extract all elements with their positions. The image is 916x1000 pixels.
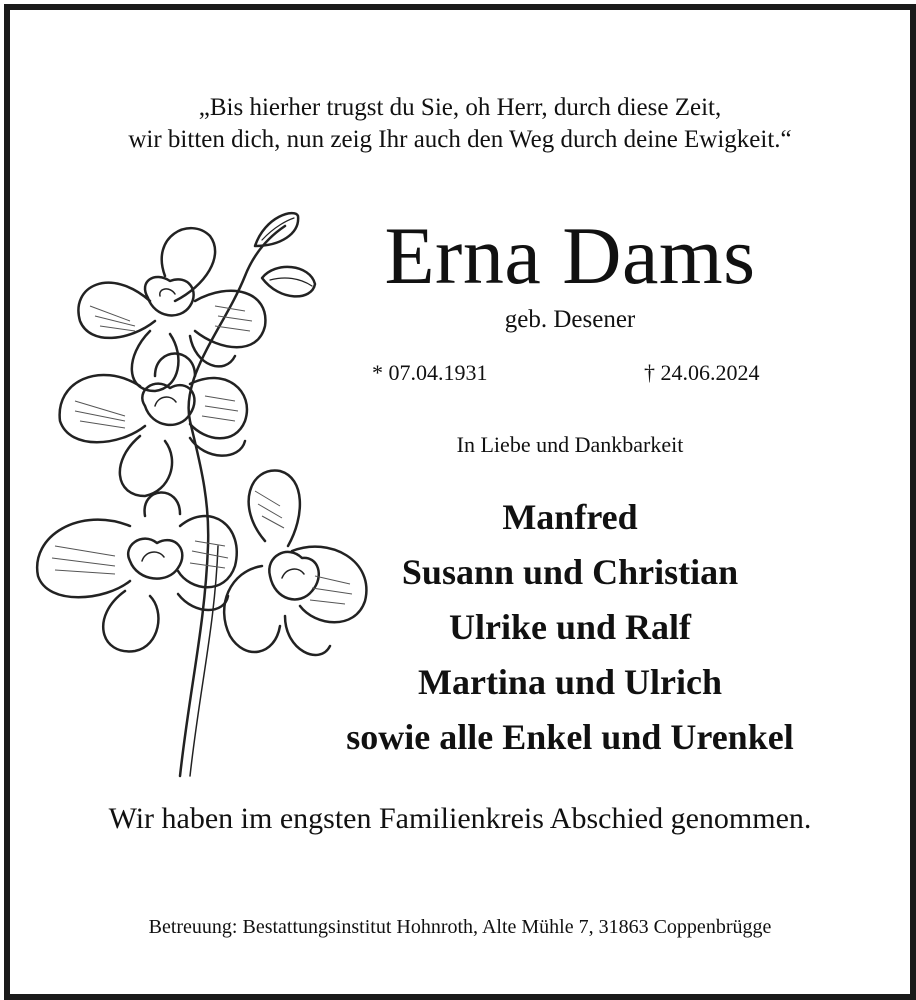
- orchid-flower-2: [60, 354, 247, 497]
- thanks-line: In Liebe und Dankbarkeit: [456, 432, 684, 457]
- mourner-name: Martina und Ulrich: [417, 662, 722, 702]
- quote-line-1: „Bis hierher trugst du Sie, oh Herr, durch diese Zeit,: [198, 94, 722, 121]
- mourner-name: Susann und Christian: [401, 552, 739, 592]
- farewell-notice: Wir haben im engsten Familienkreis Abschied genommen.: [108, 802, 812, 835]
- death-date: † 24.06.2024: [644, 360, 760, 385]
- birth-date: * 07.04.1931: [372, 360, 488, 385]
- mourner-name: sowie alle Enkel und Urenkel: [346, 717, 794, 757]
- maiden-name: geb. Desener: [504, 306, 636, 333]
- mourners-list: [290, 490, 850, 765]
- quote: [10, 92, 910, 156]
- mourner-name: Manfred: [502, 497, 638, 537]
- bud-right: [262, 267, 315, 297]
- obituary-frame: [4, 4, 916, 1000]
- quote-line-2: wir bitten dich, nun zeig Ihr auch den Weg durch deine Ewigkeit.“: [128, 126, 792, 153]
- funeral-home: Betreuung: Bestattungsinstitut Hohnroth, Alte Mühle 7, 31863 Coppenbrügge: [148, 916, 772, 938]
- bud-top: [255, 213, 298, 246]
- deceased-name: Erna Dams: [384, 210, 756, 301]
- mourner-name: Ulrike und Ralf: [448, 607, 692, 647]
